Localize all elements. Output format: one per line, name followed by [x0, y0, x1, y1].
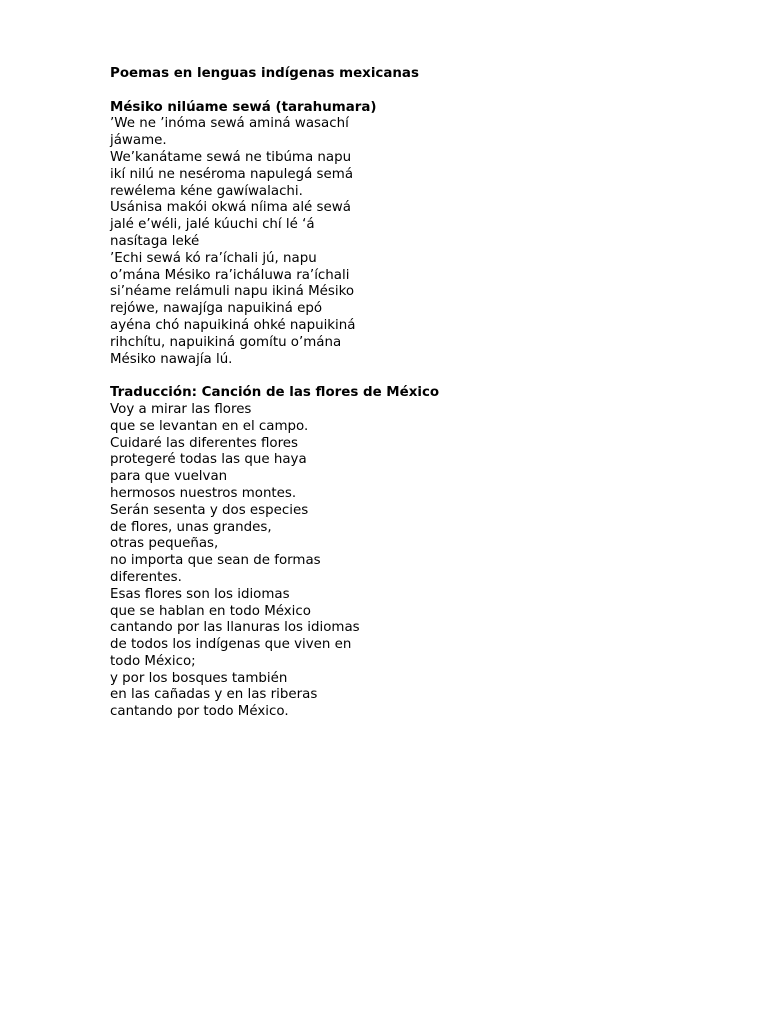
- poem-line: o’mána Mésiko ra’icháluwa ra’íchali: [110, 267, 350, 283]
- poem-line: jáwame.: [110, 133, 167, 149]
- poem-line: Usánisa makói okwá níima alé sewá: [110, 200, 351, 216]
- poem-title: Mésiko nilúame sewá (tarahumara): [110, 99, 377, 115]
- document-page: [110, 66, 670, 721]
- poem-line: si’néame relámuli napu ikiná Mésiko: [110, 284, 355, 300]
- poem-line: nasítaga leké: [110, 233, 200, 249]
- translation-line: cantando por todo México.: [110, 704, 289, 720]
- poem-line: ayéna chó napuikiná ohké napuikiná: [110, 317, 356, 333]
- translation-line: todo México;: [110, 653, 196, 669]
- translation-line: que se levantan en el campo.: [110, 418, 309, 434]
- document-title: Poemas en lenguas indígenas mexicanas: [110, 66, 419, 81]
- translation-line: y por los bosques también: [110, 670, 288, 686]
- spacer: [110, 368, 670, 385]
- translation-line: protegeré todas las que haya: [110, 452, 307, 468]
- translation-line: no importa que sean de formas: [110, 553, 321, 569]
- translation-line: cantando por las llanuras los idiomas: [110, 620, 360, 636]
- translation-title: Traducción: Canción de las flores de México: [110, 385, 440, 401]
- translation-line: en las cañadas y en las riberas: [110, 687, 318, 703]
- poem-line: ’Echi sewá kó ra’íchali jú, napu: [110, 250, 317, 266]
- translation-line: diferentes.: [110, 569, 182, 585]
- spacer: [110, 83, 670, 100]
- poem-line: rejówe, nawajíga napuikiná epó: [110, 301, 323, 317]
- poem-body: [110, 116, 670, 368]
- translation-line: otras pequeñas,: [110, 536, 219, 552]
- translation-line: hermosos nuestros montes.: [110, 485, 297, 501]
- poem-line: ’We ne ’inóma sewá aminá wasachí: [110, 116, 349, 132]
- poem-line: ikí nilú ne neséroma napulegá semá: [110, 166, 354, 182]
- poem-line: jalé e’wéli, jalé kúuchi chí lé ‘á: [110, 217, 315, 233]
- translation-line: Voy a mirar las flores: [110, 401, 252, 417]
- translation-line: de todos los indígenas que viven en: [110, 637, 352, 653]
- poem-line: We’kanátame sewá ne tibúma napu: [110, 149, 352, 165]
- translation-line: de flores, unas grandes,: [110, 519, 272, 535]
- translation-line: Serán sesenta y dos especies: [110, 502, 309, 518]
- translation-line: para que vuelvan: [110, 469, 228, 485]
- poem-line: rewélema kéne gawíwalachi.: [110, 183, 303, 199]
- translation-body: [110, 402, 670, 721]
- translation-line: Cuidaré las diferentes flores: [110, 435, 299, 451]
- translation-line: que se hablan en todo México: [110, 603, 311, 619]
- translation-line: Esas flores son los idiomas: [110, 586, 290, 602]
- poem-line: rihchítu, napuikiná gomítu o’mána: [110, 334, 342, 350]
- poem-line: Mésiko nawajía lú.: [110, 351, 233, 367]
